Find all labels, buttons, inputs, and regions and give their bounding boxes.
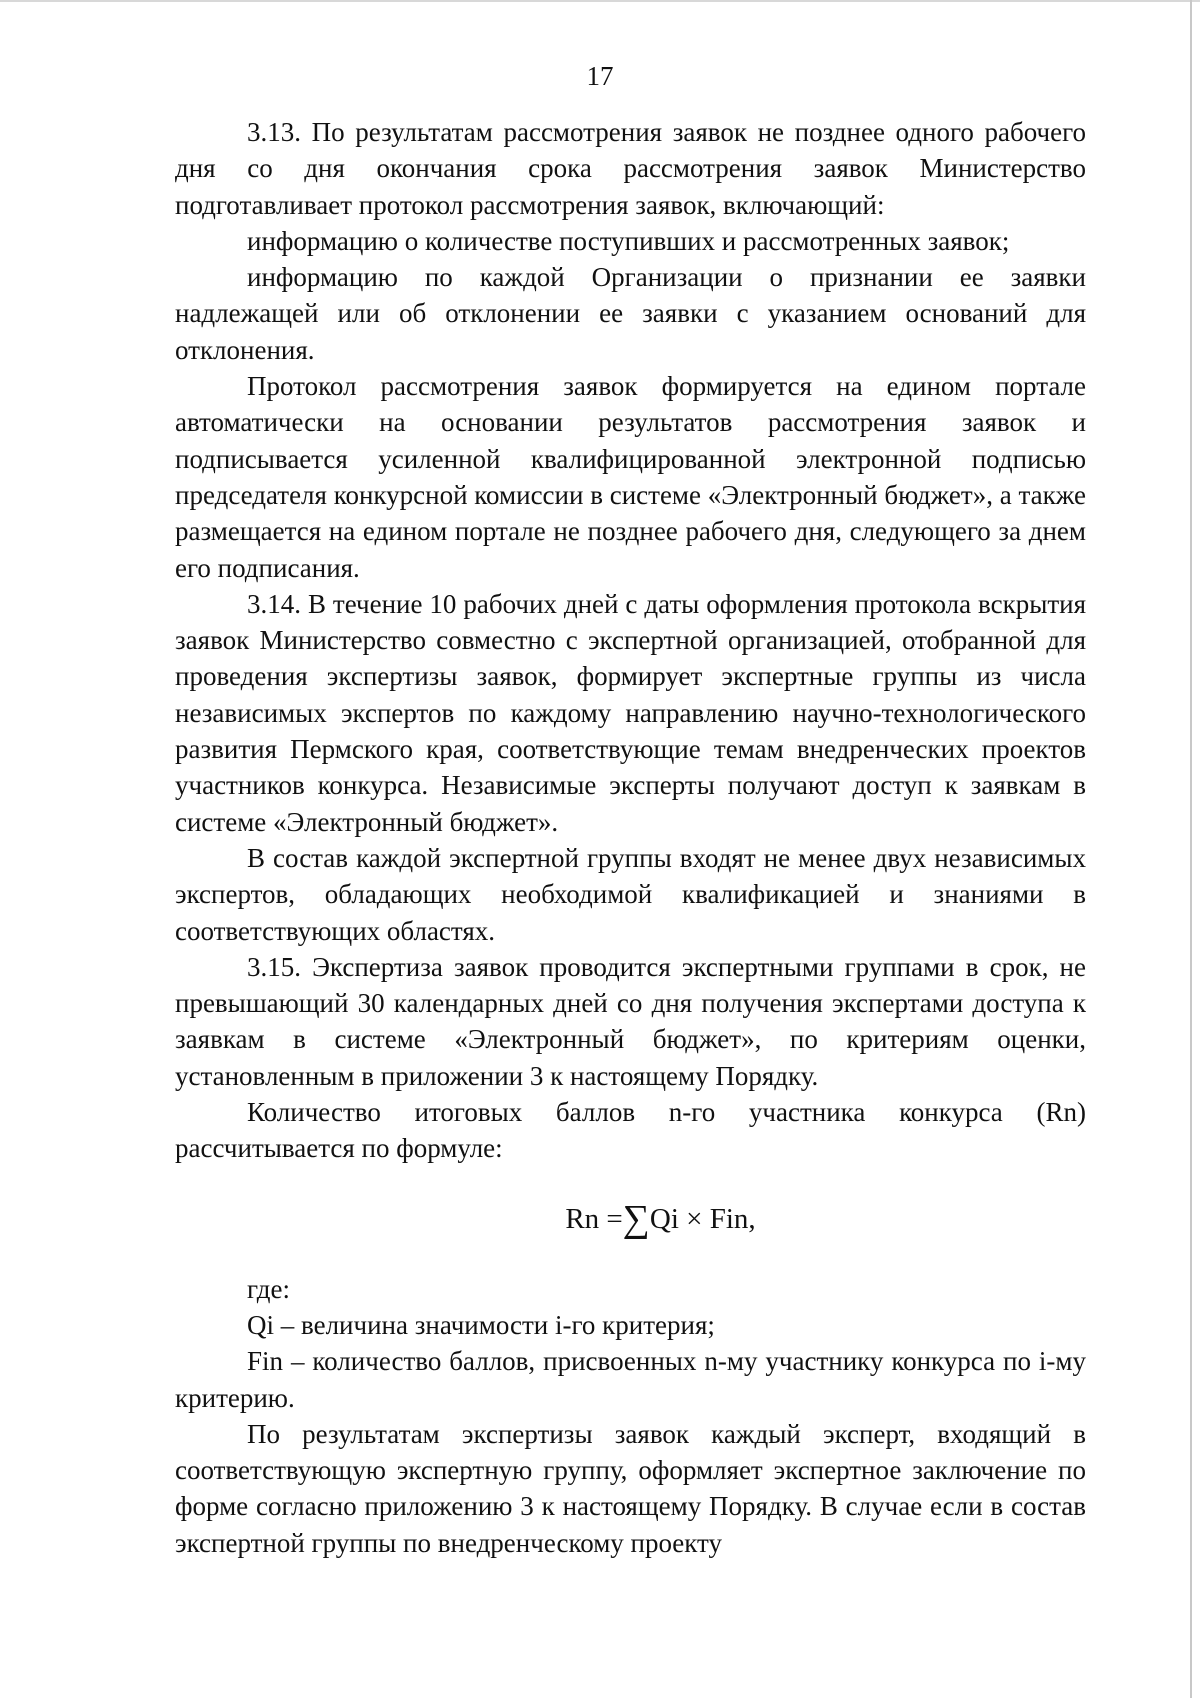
paragraph-item-organization: информацию по каждой Организации о признании ее заявки надлежащей или об отклонении ее заявки с указанием оснований для отклонения. — [175, 262, 1086, 365]
paragraph-3-13: 3.13. По результатам рассмотрения заявок не позднее одного рабочего дня со дня окончания срока рассмотрения заявок Министерство подготавливает протокол рассмотрения заявок, включающий: — [175, 117, 1086, 220]
paragraph-where: где: — [247, 1273, 290, 1304]
paragraph-score-intro: Количество итоговых баллов n-го участника конкурса (Rn) рассчитывается по формуле: — [175, 1097, 1086, 1164]
formula-rhs: Qi × Fin, — [649, 1202, 756, 1235]
paragraph-3-15: 3.15. Экспертиза заявок проводится экспертными группами в срок, не превышающий 30 календарных дней со дня получения экспертами доступа к заявкам в системе «Электронный бюджет», по критериям оценки, установленным в приложении 3 к настоящему Порядку. — [175, 951, 1086, 1091]
paragraph-group-composition: В состав каждой экспертной группы входят не менее двух независимых экспертов, обладающих необходимой квалификацией и знаниями в соответствующих областях. — [175, 842, 1086, 946]
page-number: 17 — [586, 61, 614, 91]
sigma-symbol: ∑ — [622, 1197, 650, 1240]
paragraph-qi-definition: Qi – величина значимости i-го критерия; — [247, 1309, 715, 1340]
scan-right-edge — [1190, 0, 1192, 1698]
document-body — [175, 114, 1086, 1561]
paragraph-fin-definition: Fin – количество баллов, присвоенных n-му участнику конкурса по i-му критерию. — [175, 1346, 1086, 1413]
formula-lhs: Rn = — [565, 1202, 623, 1235]
paragraph-3-14: 3.14. В течение 10 рабочих дней с даты оформления протокола вскрытия заявок Министерство совместно с экспертной организацией, отобранной для проведения экспертизы заявок, формирует экспертные группы из числа независимых экспертов по каждому направлению научно-технологического развития Пермского края, соответствующие темам внедренческих проектов участников конкурса. Независимые эксперты получают доступ к заявкам в системе «Электронный бюджет». — [175, 588, 1086, 837]
paragraph-protocol: Протокол рассмотрения заявок формируется на едином портале автоматически на основании результатов рассмотрения заявок и подписывается усиленной квалифицированной электронной подписью председателя конкурсной комиссии в системе «Электронный бюджет», а также размещается на едином портале не позднее рабочего дня, следующего за днем его подписания. — [175, 371, 1086, 583]
paragraph-item-count: информацию о количестве поступивших и рассмотренных заявок; — [247, 225, 1010, 256]
scan-top-edge — [0, 0, 1200, 2]
paragraph-expert-conclusion: По результатам экспертизы заявок каждый эксперт, входящий в соответствующую экспертную группу, оформляет экспертное заключение по форме согласно приложению 3 к настоящему Порядку. В случае если в состав экспертной группы по внедренческому проекту — [175, 1418, 1086, 1558]
score-formula — [175, 1167, 1086, 1271]
